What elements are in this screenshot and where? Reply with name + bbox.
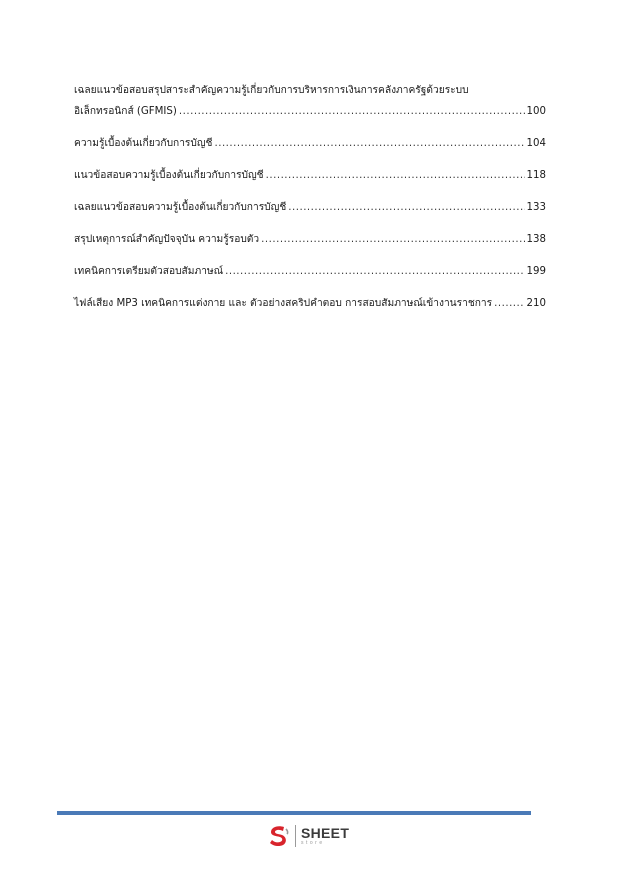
logo-divider (295, 825, 296, 847)
toc-entry[interactable] (74, 229, 546, 250)
toc-entry[interactable] (74, 293, 546, 314)
toc-entry[interactable] (74, 197, 546, 218)
toc-entry-page: 210 (526, 298, 546, 309)
toc-entry-page: 118 (526, 170, 546, 181)
toc-entry-title: สรุปเหตุการณ์สำคัญปัจจุบัน ความรู้รอบตัว (74, 234, 260, 245)
dot-leader (179, 101, 525, 122)
toc-entry-page: 133 (526, 202, 546, 213)
table-of-contents (74, 80, 546, 325)
toc-entry[interactable] (74, 165, 546, 186)
toc-entry-title: ความรู้เบื้องต้นเกี่ยวกับการบัญชี (74, 138, 213, 149)
toc-entry-page: 138 (526, 234, 546, 245)
toc-entry-title: เฉลยแนวข้อสอบความรู้เบื้องต้นเกี่ยวกับการบัญชี (74, 202, 287, 213)
toc-entry-title: เทคนิคการเตรียมตัวสอบสัมภาษณ์ (74, 266, 224, 277)
dot-leader (261, 229, 524, 250)
toc-entry-title: อิเล็กทรอนิกส์ (GFMIS) (74, 106, 177, 117)
footer-rule (57, 811, 531, 815)
logo-main-text: SHEET (301, 825, 350, 841)
toc-entry-page: 104 (526, 138, 546, 149)
dot-leader (214, 133, 524, 154)
dot-leader (266, 165, 525, 186)
dot-leader (494, 293, 524, 314)
toc-entry-title-line1: เฉลยแนวข้อสอบสรุปสาระสำคัญความรู้เกี่ยวกับการบริหารการเงินการคลังภาครัฐด้วยระบบ (74, 85, 469, 96)
dot-leader (288, 197, 524, 218)
logo-sub-text: store (301, 840, 325, 846)
sheet-store-logo-icon (268, 824, 290, 848)
toc-entry-title: ไฟล์เสียง MP3 เทคนิคการแต่งกาย และ ตัวอย่างสคริปคำตอบ การสอบสัมภาษณ์เข้างานราชการ (74, 298, 493, 309)
sheet-store-logo (268, 823, 349, 849)
logo-wordmark (301, 826, 349, 846)
toc-entry[interactable] (74, 133, 546, 154)
toc-entry[interactable] (74, 80, 546, 122)
toc-entry-page: 100 (526, 106, 546, 117)
toc-entry-page: 199 (526, 266, 546, 277)
dot-leader (225, 261, 524, 282)
toc-entry-title: แนวข้อสอบความรู้เบื้องต้นเกี่ยวกับการบัญชี (74, 170, 264, 181)
toc-entry[interactable] (74, 261, 546, 282)
